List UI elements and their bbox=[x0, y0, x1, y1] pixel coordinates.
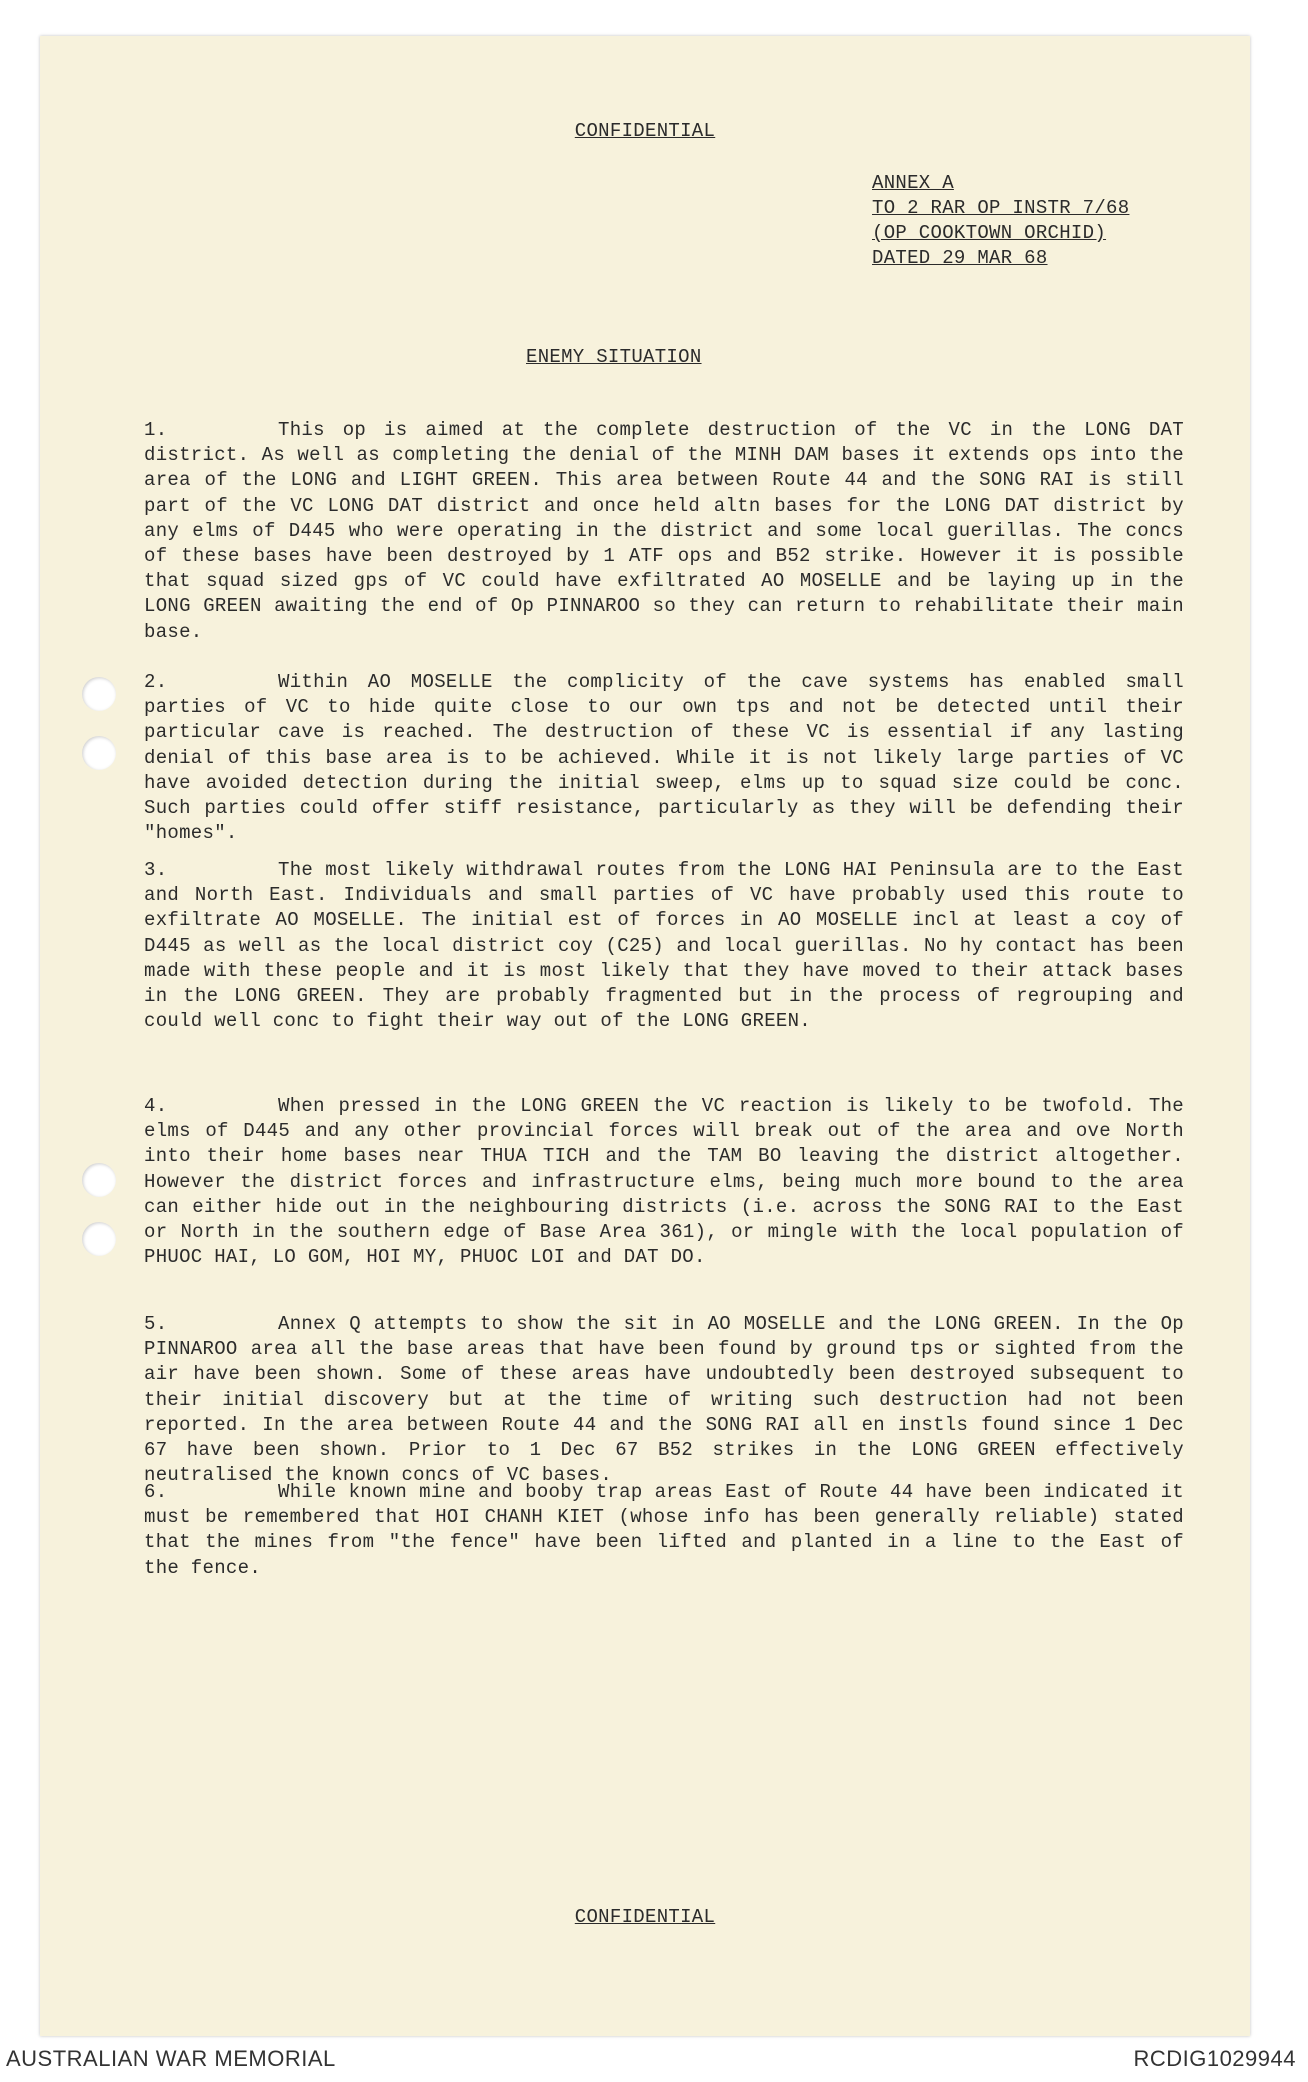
archive-reference-id: RCDIG1029944 bbox=[1133, 2046, 1296, 2071]
punch-hole bbox=[82, 1163, 116, 1197]
punch-hole bbox=[82, 736, 116, 770]
annex-line: DATED 29 MAR 68 bbox=[872, 247, 1048, 269]
paragraph-number: 2. bbox=[144, 671, 168, 693]
annex-line: TO 2 RAR OP INSTR 7/68 bbox=[872, 197, 1130, 219]
paragraph-number: 4. bbox=[144, 1095, 168, 1117]
section-heading: ENEMY SITUATION bbox=[526, 346, 702, 368]
classification-top: CONFIDENTIAL bbox=[574, 120, 716, 142]
annex-line: ANNEX A bbox=[872, 172, 954, 194]
paragraph-text: When pressed in the LONG GREEN the VC reaction is likely to be twofold. The elms of D445 and any other provincial forces will break out of the area and ove North into their home bases near THUA TICH and the TAM BO leaving the district altogether. However the district forces and infrastructure elms, being much more bound to the area can either hide out in the neighbouring districts (i.e. across the SONG RAI to the East or North in the southern edge of Base Area 361), or mingle with the local population of PHUOC HAI, LO GOM, HOI MY, PHUOC LOI and DAT DO. bbox=[144, 1095, 1184, 1269]
classification-bottom: CONFIDENTIAL bbox=[574, 1906, 716, 1928]
paragraph bbox=[144, 1094, 1184, 1270]
paragraph-text: This op is aimed at the complete destruction of the VC in the LONG DAT district. As well as completing the denial of the MINH DAM bases it extends ops into the area of the LONG and LIGHT GREEN. This area between Route 44 and the SONG RAI is still part of the VC LONG DAT district and once held altn bases for the LONG DAT district by any elms of D445 who were operating in the district and some local guerillas. The concs of these bases have been destroyed by 1 ATF ops and B52 strike. However it is possible that squad sized gps of VC could have exfiltrated AO MOSELLE and be laying up in the LONG GREEN awaiting the end of Op PINNAROO so they can return to rehabilitate their main base. bbox=[144, 419, 1184, 643]
annex-reference bbox=[872, 171, 1129, 271]
paragraph bbox=[144, 858, 1184, 1034]
paragraph-number: 1. bbox=[144, 419, 168, 441]
paragraph-text: While known mine and booby trap areas East of Route 44 have been indicated it must be remembered that HOI CHANH KIET (whose info has been generally reliable) stated that the mines from "the fence" have been lifted and planted in a line to the East of the fence. bbox=[144, 1481, 1184, 1579]
document-page bbox=[40, 36, 1250, 2036]
punch-hole bbox=[82, 1222, 116, 1256]
paragraph-text: Within AO MOSELLE the complicity of the cave systems has enabled small parties of VC to hide quite close to our own tps and not be detected until their particular cave is reached. The destruction of these VC is essential if any lasting denial of this base area is to be achieved. While it is not likely large parties of VC have avoided detection during the initial sweep, elms up to squad size could be conc. Such parties could offer stiff resistance, particularly as they will be defending their "homes". bbox=[144, 671, 1184, 845]
annex-line: (OP COOKTOWN ORCHID) bbox=[872, 222, 1107, 244]
paragraph-number: 5. bbox=[144, 1313, 168, 1335]
punch-hole bbox=[82, 677, 116, 711]
paragraph bbox=[144, 670, 1184, 846]
paragraph-text: The most likely withdrawal routes from the LONG HAI Peninsula are to the East and North East. Individuals and small parties of VC have probably used this route to exfiltrate AO MOSELLE. The initial est of forces in AO MOSELLE incl at least a coy of D445 as well as the local district coy (C25) and local guerillas. No hy contact has been made with these people and it is most likely that they have moved to their attack bases in the LONG GREEN. They are probably fragmented but in the process of regrouping and could well conc to fight their way out of the LONG GREEN. bbox=[144, 859, 1184, 1033]
paragraph bbox=[144, 1312, 1184, 1488]
paragraph bbox=[144, 1480, 1184, 1581]
paragraph-number: 3. bbox=[144, 859, 168, 881]
paragraph-text: Annex Q attempts to show the sit in AO MOSELLE and the LONG GREEN. In the Op PINNAROO area all the base areas that have been found by ground tps or sighted from the air have been shown. Some of these areas have undoubtedly been destroyed subsequent to their initial discovery but at the time of writing such destruction had not been reported. In the area between Route 44 and the SONG RAI all en instls found since 1 Dec 67 have been shown. Prior to 1 Dec 67 B52 strikes in the LONG GREEN effectively neutralised the known concs of VC bases. bbox=[144, 1313, 1184, 1487]
paragraph-number: 6. bbox=[144, 1481, 168, 1503]
archive-credit: AUSTRALIAN WAR MEMORIAL bbox=[6, 2046, 336, 2071]
paragraph bbox=[144, 418, 1184, 645]
